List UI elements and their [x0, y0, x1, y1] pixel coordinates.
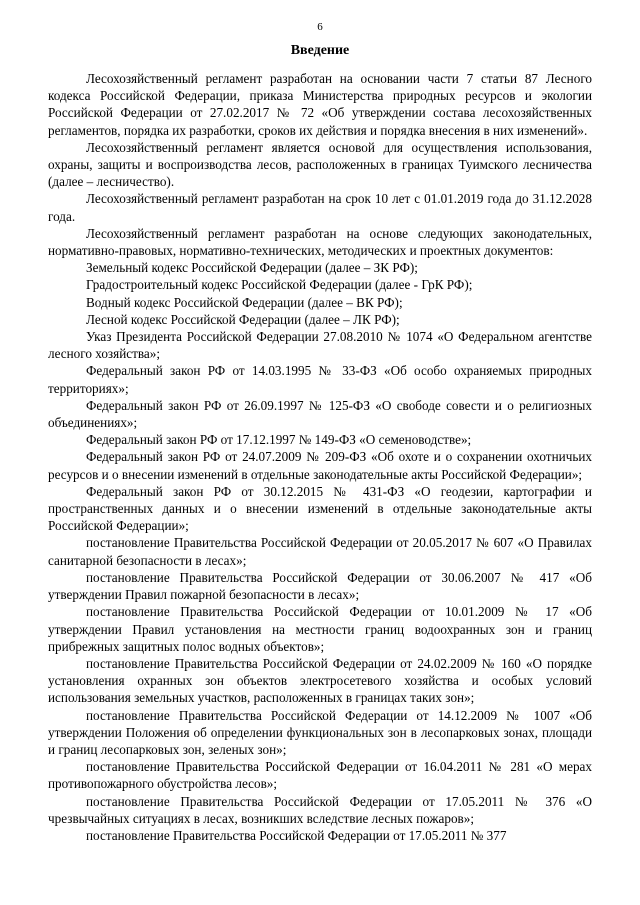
paragraph: Федеральный закон РФ от 26.09.1997 № 125-ФЗ «О свободе совести и о религиозных объединениях»; — [48, 397, 592, 431]
paragraph: постановление Правительства Российской Федерации от 20.05.2017 № 607 «О Правилах санитарной безопасности в лесах»; — [48, 535, 592, 568]
paragraph: Указ Президента Российской Федерации 27.08.2010 № 1074 «О Федеральном агентстве лесного хозяйства»; — [48, 329, 592, 362]
paragraph: Федеральный закон РФ от 24.07.2009 № 209-ФЗ «Об охоте и о сохранении охотничьих ресурсов и о внесении изменений в отдельные законодательные акты Российской Федерации»; — [48, 449, 592, 482]
paragraph: Лесохозяйственный регламент является основой для осуществления использования, охраны, защиты и воспроизводства лесов, расположенных в границах Туимского лесничества (далее – лесничество). — [48, 139, 592, 190]
paragraph: постановление Правительства Российской Федерации от 30.06.2007 № 417 «Об утверждении Правил пожарной безопасности в лесах»; — [48, 569, 592, 603]
paragraph: Федеральный закон РФ от 14.03.1995 № 33-ФЗ «Об особо охраняемых природных территориях»; — [48, 363, 592, 396]
paragraph: Федеральный закон РФ от 17.12.1997 № 149-ФЗ «О семеноводстве»; — [86, 432, 472, 448]
paragraph: постановление Правительства Российской Федерации от 10.01.2009 № 17 «Об утверждении Правил установления на местности границ водоохранных зон и границ прибрежных защитных полос водных объектов»; — [48, 604, 592, 654]
paragraph: Лесохозяйственный регламент разработан на основании части 7 статьи 87 Лесного кодекса Российской Федерации, приказа Министерства природных ресурсов и экологии Российской Федерации от 27.02.2017 № 72 «Об утверждении состава лесохозяйственных регламентов, порядка их разработки, сроков их действия и порядка внесения в них изменений». — [48, 71, 592, 138]
paragraph: Лесной кодекс Российской Федерации (далее – ЛК РФ); — [86, 311, 400, 327]
paragraph: постановление Правительства Российской Федерации от 24.02.2009 № 160 «О порядке установления охранных зон объектов электросетевого хозяйства и особых условий использования земельных участков, расположенных в границах таких зон»; — [48, 655, 592, 706]
page-number: 6 — [317, 21, 323, 33]
paragraph: Земельный кодекс Российской Федерации (далее – ЗК РФ); — [86, 260, 418, 276]
document-body — [48, 70, 592, 844]
paragraph: постановление Правительства Российской Федерации от 17.05.2011 № 377 — [86, 827, 507, 843]
paragraph: постановление Правительства Российской Федерации от 14.12.2009 № 1007 «Об утверждении Положения об определении функциональных зон в лесопарковых зонах, площади и границ лесопарковых зон, зеленых зон»; — [48, 707, 592, 757]
section-heading: Введение — [290, 43, 350, 58]
paragraph: Водный кодекс Российской Федерации (далее – ВК РФ); — [86, 294, 403, 310]
paragraph: Лесохозяйственный регламент разработан на основе следующих законодательных, нормативно-правовых, нормативно-технических, методических и проектных документов: — [48, 225, 592, 259]
paragraph: постановление Правительства Российской Федерации от 16.04.2011 № 281 «О мерах противопожарного обустройства лесов»; — [48, 759, 592, 792]
paragraph: Федеральный закон РФ от 30.12.2015 № 431-ФЗ «О геодезии, картографии и пространственных данных и о внесении изменений в отдельные законодательные акты Российской Федерации»; — [48, 483, 592, 534]
paragraph: Градостроительный кодекс Российской Федерации (далее - ГрК РФ); — [86, 277, 473, 293]
paragraph: Лесохозяйственный регламент разработан на срок 10 лет с 01.01.2019 года до 31.12.2028 года. — [48, 191, 592, 224]
paragraph: постановление Правительства Российской Федерации от 17.05.2011 № 376 «О чрезвычайных ситуациях в лесах, возникших вследствие лесных пожаров»; — [48, 793, 592, 826]
